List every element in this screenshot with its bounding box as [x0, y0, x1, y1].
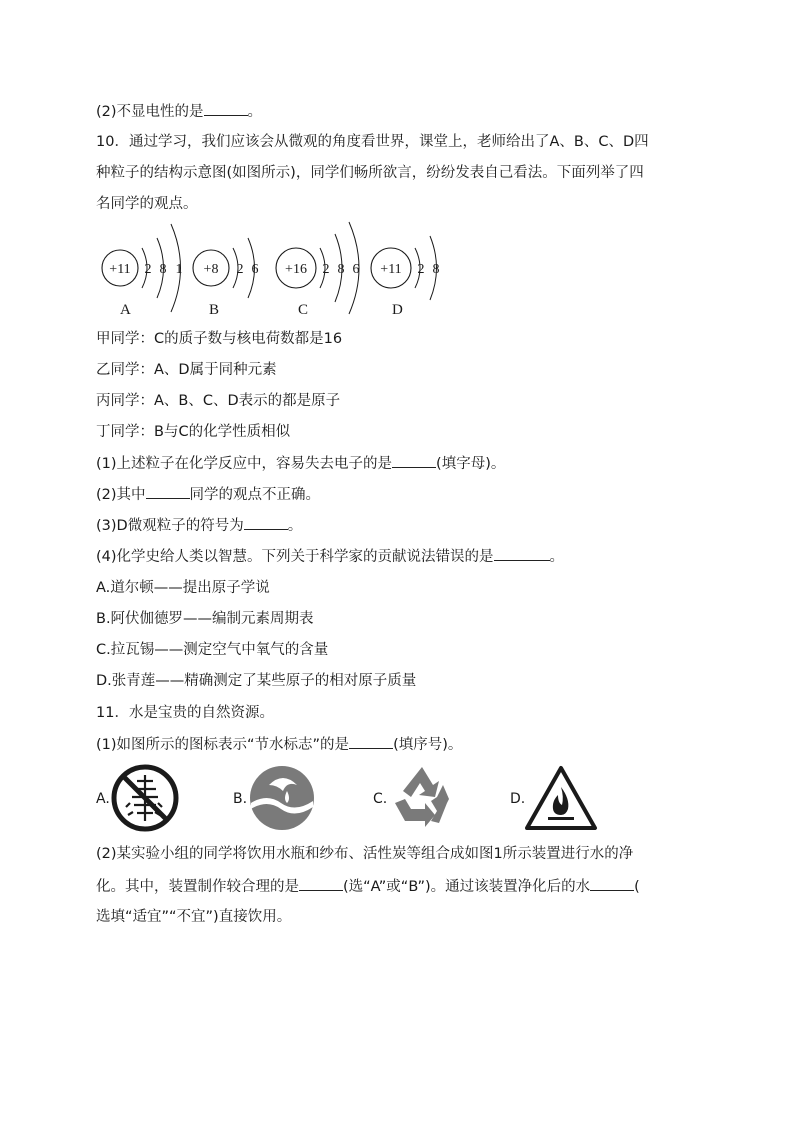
svg-text:2: 2 [322, 262, 330, 277]
atom-d [371, 236, 440, 300]
atom-label-c: C [298, 302, 309, 318]
recycling-icon [387, 762, 457, 834]
answer-blank[interactable] [204, 101, 248, 116]
q10-stem-line1: 10．通过学习，我们应该会从微观的角度看世界，课堂上，老师给出了A、B、C、D四 [96, 134, 649, 150]
q10-stem-line3: 名同学的观点。 [96, 196, 198, 212]
opinion-bing: 丙同学：A、B、C、D表示的都是原子 [96, 393, 341, 409]
no-fireworks-icon [110, 762, 180, 834]
atom-c [276, 222, 360, 314]
svg-text:6: 6 [352, 262, 360, 277]
atom-label-d: D [392, 302, 403, 318]
answer-blank[interactable] [349, 734, 393, 749]
icon-letter-c: C. [373, 791, 388, 807]
opinion-yi: 乙同学：A、D属于同种元素 [96, 362, 277, 378]
answer-blank[interactable] [494, 546, 550, 561]
atom-label-a: A [120, 302, 131, 318]
svg-text:8: 8 [432, 262, 440, 277]
svg-text:2: 2 [417, 262, 425, 277]
flammable-warning-icon [524, 762, 598, 834]
answer-blank[interactable] [299, 876, 343, 891]
svg-text:8: 8 [159, 262, 167, 277]
svg-text:6: 6 [251, 262, 259, 277]
option-b: B.阿伏伽德罗——编制元素周期表 [96, 611, 314, 627]
answer-blank[interactable] [146, 484, 190, 499]
atom-a [102, 224, 183, 312]
atom-label-b: B [209, 302, 220, 318]
icon-letter-d: D. [510, 791, 526, 807]
opinion-jia: 甲同学：C的质子数与核电荷数都是16 [96, 331, 343, 347]
q10-part2: (2)其中 同学的观点不正确。 [96, 484, 320, 505]
q11-part2-line2: 化。其中，装置制作较合理的是 (选“A”或“B”)。通过该装置净化后的水 ( [96, 876, 640, 897]
q11-part1: (1)如图所示的图标表示“节水标志”的是 (填序号)。 [96, 734, 462, 755]
svg-text:+8: +8 [203, 262, 219, 277]
option-a: A.道尔顿——提出原子学说 [96, 580, 270, 596]
answer-blank[interactable] [590, 876, 634, 891]
svg-text:8: 8 [337, 262, 345, 277]
q11-part2-line3: 选填“适宜”“不宜”)直接饮用。 [96, 909, 292, 925]
q10-part3: (3)D微观粒子的符号为 。 [96, 515, 302, 536]
svg-text:2: 2 [236, 262, 244, 277]
q10-stem-line2: 种粒子的结构示意图(如图所示)，同学们畅所欲言，纷纷发表自己看法。下面列举了四 [96, 165, 644, 181]
answer-blank[interactable] [392, 453, 436, 468]
svg-text:1: 1 [175, 262, 183, 277]
q10-part4: (4)化学史给人类以智慧。下列关于科学家的贡献说法错误的是 。 [96, 546, 564, 567]
icon-letter-b: B. [233, 791, 248, 807]
water-saving-icon [247, 762, 317, 834]
icon-letter-a: A. [96, 791, 110, 807]
opinion-ding: 丁同学：B与C的化学性质相似 [96, 424, 291, 440]
q11-stem: 11．水是宝贵的自然资源。 [96, 705, 274, 721]
option-d: D.张青莲——精确测定了某些原子的相对原子质量 [96, 673, 417, 689]
answer-blank[interactable] [244, 515, 288, 530]
svg-text:+11: +11 [380, 262, 402, 277]
atom-b [193, 238, 259, 298]
svg-text:2: 2 [144, 262, 152, 277]
q11-part2-line1: (2)某实验小组的同学将饮用水瓶和纱布、活性炭等组合成如图1所示装置进行水的净 [96, 846, 634, 862]
nucleus-a: +11 [109, 262, 131, 277]
svg-text:+16: +16 [285, 262, 307, 277]
q9-part2: (2)不显电性的是 。 [96, 101, 262, 122]
q10-part1: (1)上述粒子在化学反应中，容易失去电子的是 (填字母)。 [96, 453, 505, 474]
option-c: C.拉瓦锡——测定空气中氧气的含量 [96, 642, 329, 658]
